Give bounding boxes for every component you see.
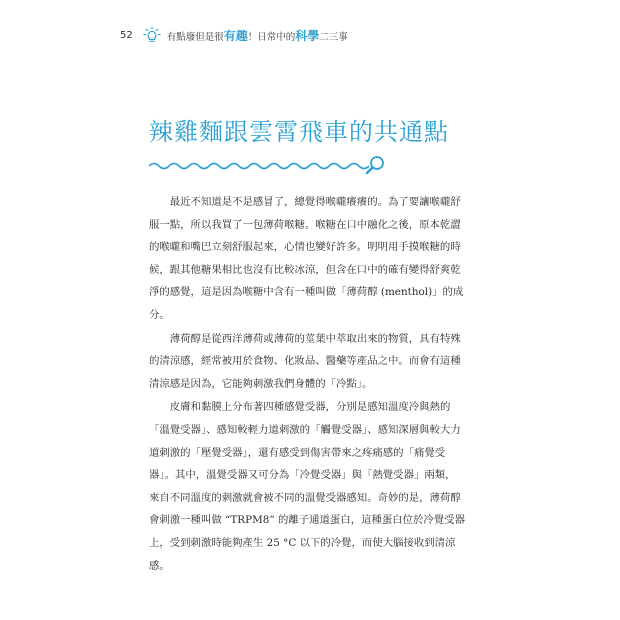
paragraph: 最近不知道是不是感冒了，總覺得喉嚨癢癢的。為了要讓喉嚨舒服一點，所以我買了一包薄荷喉糖。喉糖在口中融化之後，原本乾澀的喉嚨和嘴巴立刻舒服起來，心情也變好許多。明明用手摸喉糖的時候，跟其他糖果相比也沒有比較冰涼，但含在口中的確有變得舒爽乾淨的感覺，這是因為喉糖中含有一種叫做「薄荷醇 (menthol)」的成分。: [149, 196, 464, 321]
running-head: [120, 26, 348, 44]
body-text: [149, 191, 465, 577]
lightbulb-icon: [143, 26, 161, 44]
book-title-part: 二三事: [319, 31, 348, 43]
paragraph: 薄荷醇是從西洋薄荷或薄荷的莖葉中萃取出來的物質，具有特殊的清涼感，經常被用於食物、化妝品、醫藥等產品之中。而會有這種清涼感是因為，它能夠刺激我們身體的「冷點」。: [149, 332, 461, 390]
chapter-title: 辣雞麵跟雲霄飛車的共通點: [149, 118, 449, 146]
book-title: [167, 27, 348, 44]
book-title-part: ！日常中的: [247, 31, 296, 43]
book-title-emphasis: 科學: [295, 28, 320, 43]
book-title-part: 有點廢但是很: [166, 31, 224, 43]
paragraph: 皮膚和黏膜上分布著四種感覺受器，分別是感知溫度冷與熱的「溫覺受器」、感知較輕力道刺激的「觸覺受器」、感知深層與較大力道刺激的「壓覺受器」，還有感受到傷害帶來之疼痛感的「痛覺受器」。其中，溫覺受器又可分為「冷覺受器」與「熱覺受器」兩類，來自不同溫度的刺激就會被不同的溫覺受器感知。奇妙的是，薄荷醇會刺激一種叫做 “TRPM8” 的離子通道蛋白，這種蛋白位於冷覺受器上，受到刺激時能夠產生 25 °C 以下的冷覺，而使大腦接收到清涼感。: [149, 401, 465, 572]
magnifier-wave-icon: [149, 155, 389, 177]
book-title-emphasis: 有趣: [223, 28, 248, 43]
page-number: 52: [120, 29, 133, 41]
